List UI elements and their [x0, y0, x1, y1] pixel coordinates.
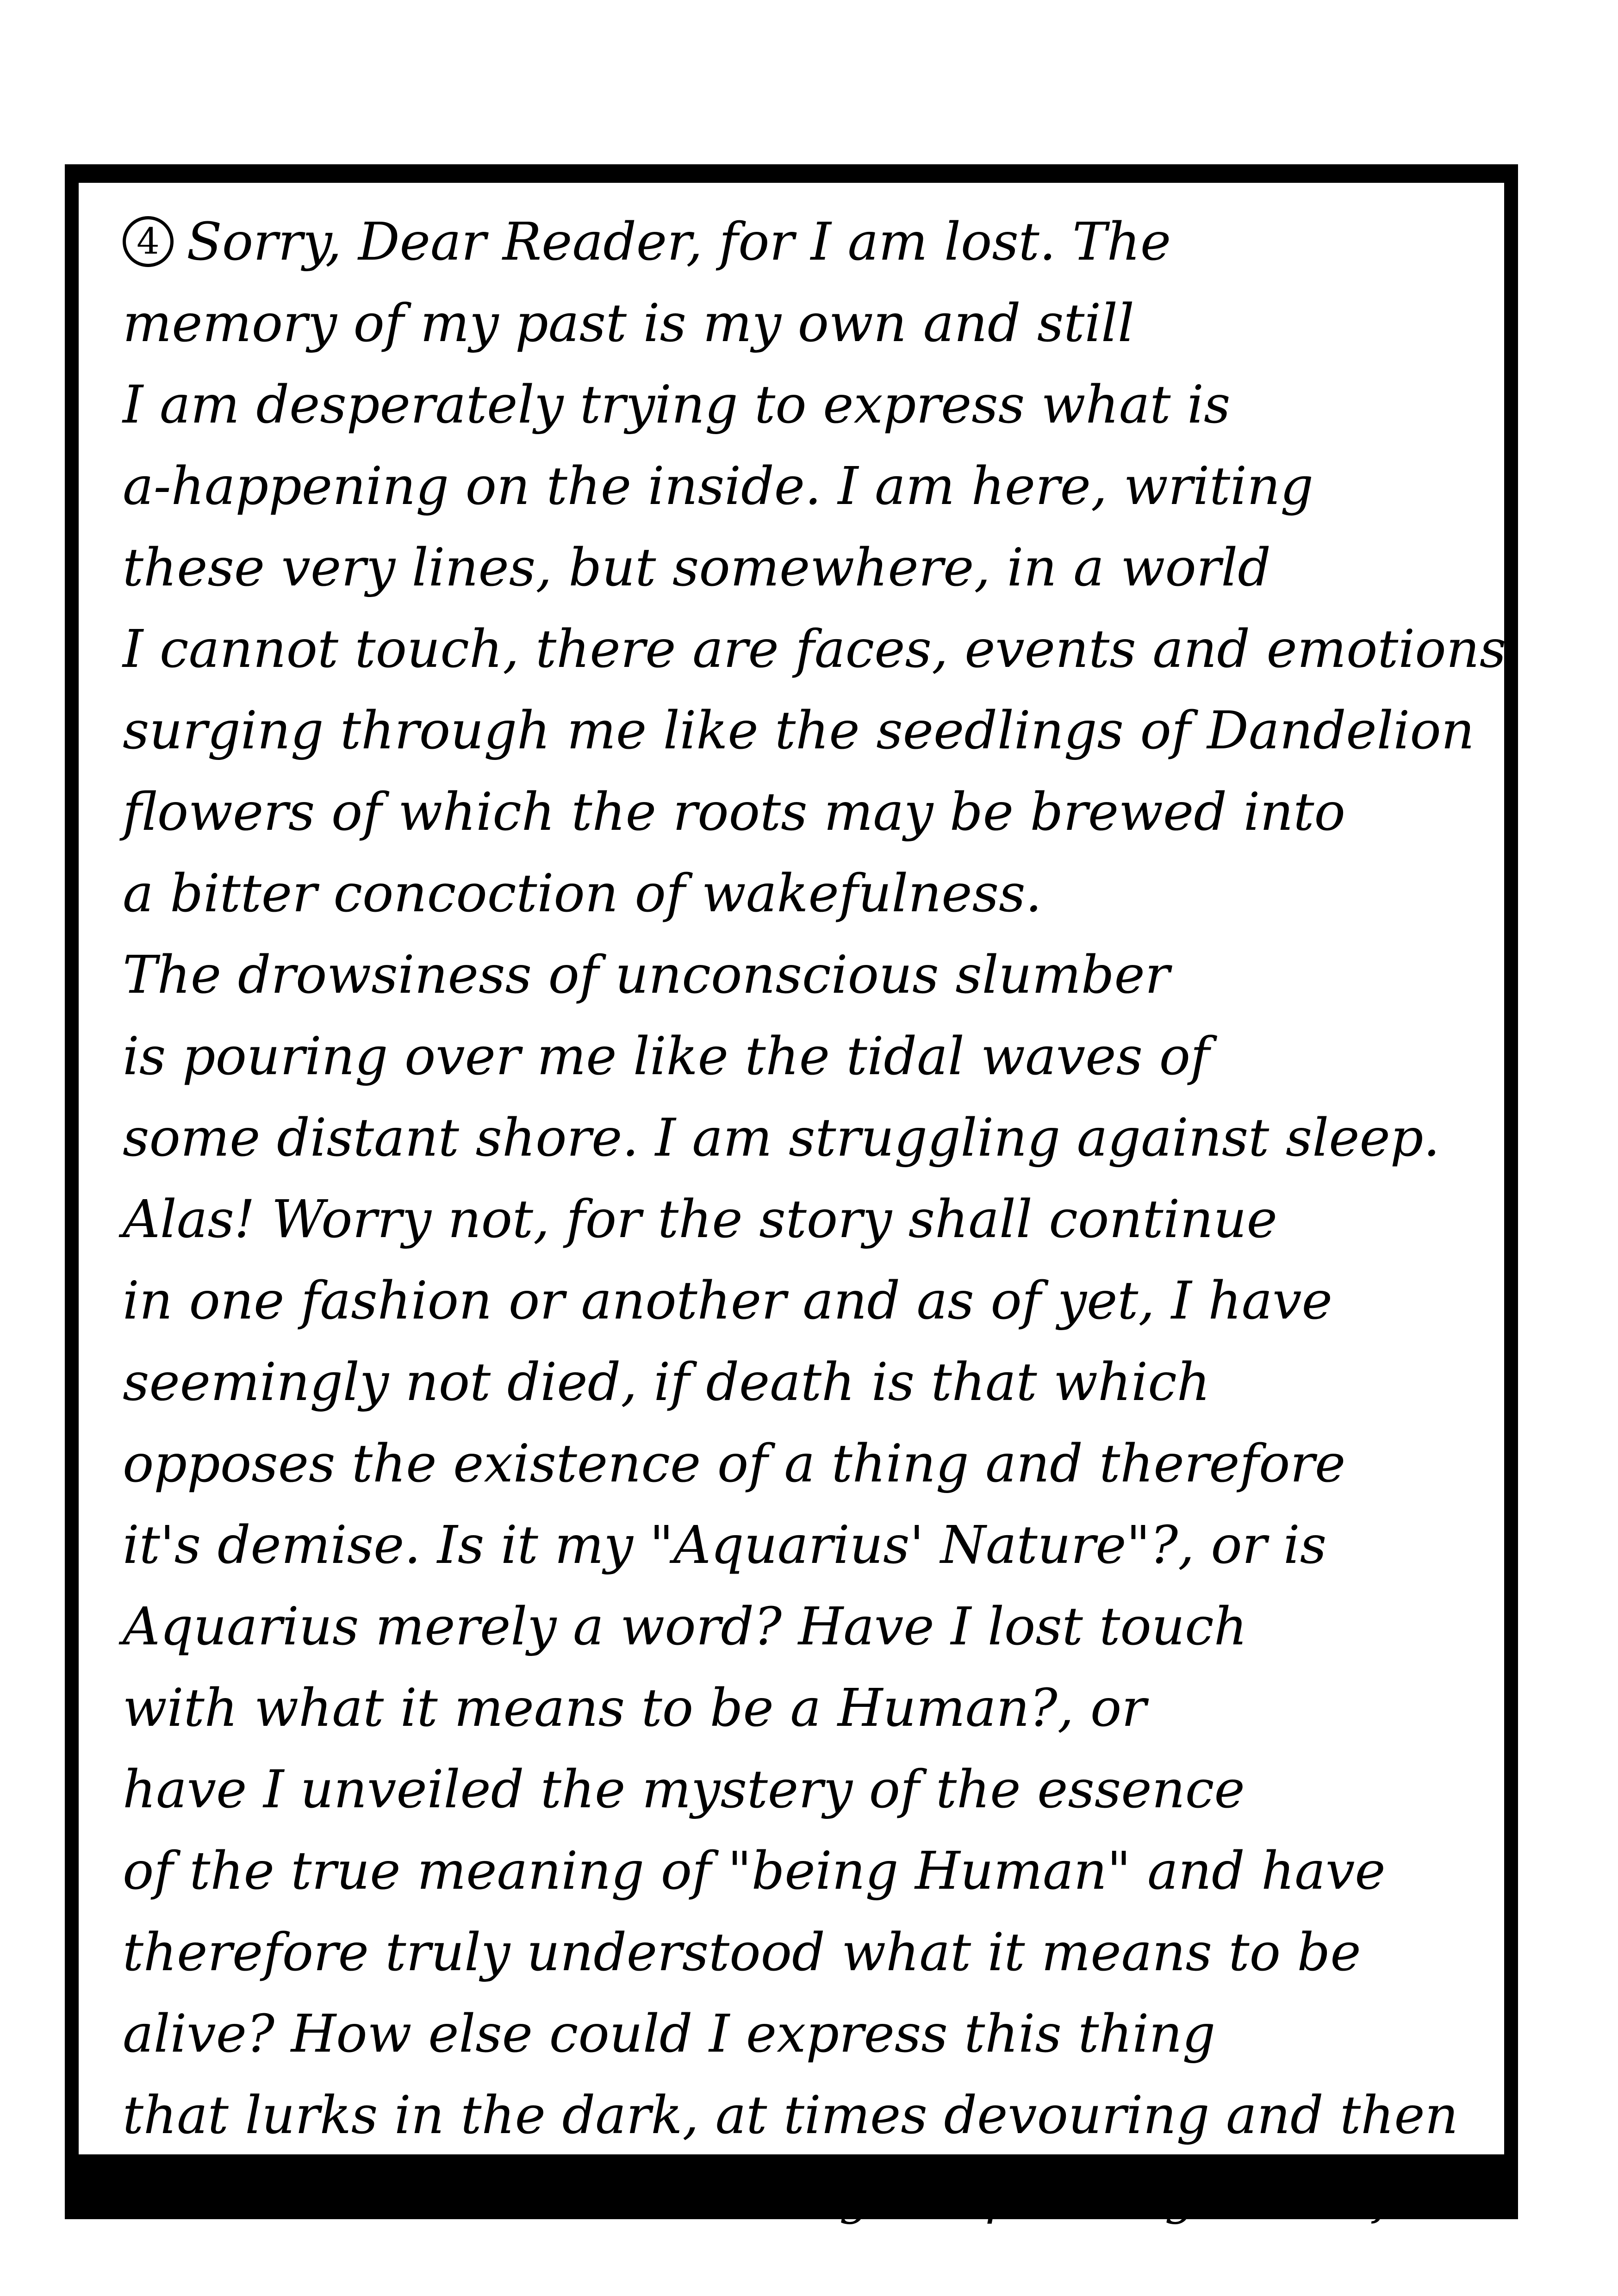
text-line: a bitter concoction of wakefulness. — [123, 864, 1042, 924]
text-line: I am desperately trying to express what is — [123, 375, 1231, 435]
text-line: that lurks in the dark, at times devouring and then — [123, 2085, 1458, 2146]
text-line: opposes the existence of a thing and therefore — [123, 1434, 1346, 1494]
text-line: have I unveiled the mystery of the essence — [123, 1760, 1245, 1820]
text-line: in one fashion or another and as of yet, I have — [123, 1271, 1332, 1331]
text-line: of the true meaning of "being Human" and have — [123, 1841, 1386, 1901]
text-line — [123, 201, 1465, 283]
text-line: a-happening on the inside. I am here, writing — [123, 456, 1313, 516]
text-line: alive? How else could I express this thing — [123, 2004, 1216, 2064]
text-line: some distant shore. I am struggling against sleep. — [123, 1108, 1440, 1168]
text-line: is pouring over me like the tidal waves of — [123, 1027, 1210, 1087]
page-number-badge: 4 — [123, 216, 174, 267]
text-line: therefore truly understood what it means to be — [123, 1923, 1361, 1983]
text-line: Aquarius merely a word? Have I lost touch — [123, 1597, 1247, 1657]
text-line: seemingly not died, if death is that which — [123, 1352, 1210, 1412]
text-line-final: again sprouting new Life? — [810, 2169, 1446, 2225]
text-line: memory of my past is my own and still — [123, 293, 1134, 354]
text-line: Alas! Worry not, for the story shall continue — [123, 1189, 1277, 1250]
text-line: The drowsiness of unconscious slumber — [123, 945, 1170, 1005]
text-line: I cannot touch, there are faces, events and emotions — [123, 619, 1506, 679]
handwritten-text — [123, 201, 1506, 2238]
text-line: these very lines, but somewhere, in a world — [123, 538, 1271, 598]
text-line: surging through me like the seedlings of Dandelion — [123, 701, 1475, 761]
text-line: flowers of which the roots may be brewed into — [123, 782, 1345, 842]
line-text: Sorry, Dear Reader, for I am lost. The — [187, 212, 1171, 272]
text-line: it's demise. Is it my "Aquarius' Nature"?, or is — [123, 1515, 1327, 1575]
text-line: with what it means to be a Human?, or — [123, 1678, 1146, 1738]
handwritten-page — [79, 183, 1506, 2225]
